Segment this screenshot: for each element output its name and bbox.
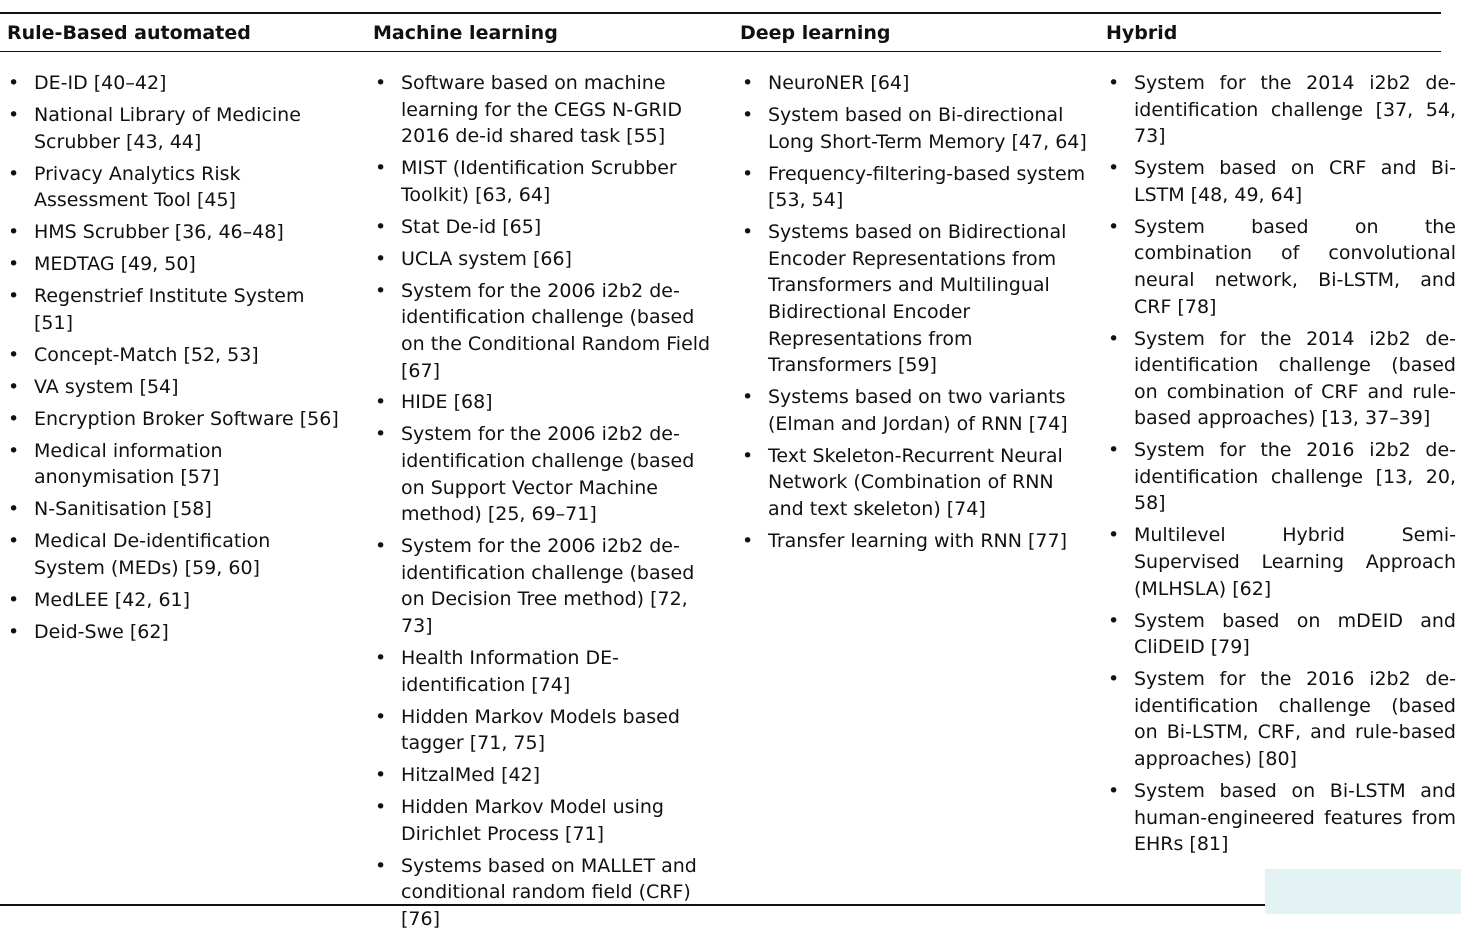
list-item: • Hidden Markov Models based tagger [71, 75] [373, 704, 723, 757]
header-rule-based: Rule-Based automated [7, 22, 251, 44]
list-item: • Multilevel Hybrid Semi-Supervised Learning Approach (MLHSLA) [62] [1106, 522, 1456, 602]
list-item: • Software based on machine learning for the CEGS N-GRID 2016 de-id shared task [55] [373, 70, 723, 150]
header-machine-learning: Machine learning [373, 22, 558, 44]
list-item: • National Library of Medicine Scrubber [43, 44] [6, 102, 346, 155]
list-item: • MIST (Identification Scrubber Toolkit) [63, 64] [373, 155, 723, 208]
list-item: • Text Skeleton-Recurrent Neural Network (Combination of RNN and text skeleton) [74] [740, 443, 1090, 523]
list-item: • N-Sanitisation [58] [6, 496, 346, 523]
list-item: • System based on the combination of convolutional neural network, Bi-LSTM, and CRF [78] [1106, 214, 1456, 320]
list-item: • Transfer learning with RNN [77] [740, 528, 1090, 555]
list-item: • System for the 2006 i2b2 de-identification challenge (based on Support Vector Machine method) [25, 69–71] [373, 421, 723, 527]
table-header [0, 14, 1441, 51]
list-item: • MedLEE [42, 61] [6, 587, 346, 614]
list-item: • VA system [54] [6, 374, 346, 401]
list-item: • System based on CRF and Bi-LSTM [48, 49, 64] [1106, 155, 1456, 208]
list-item: • Systems based on Bidirectional Encoder Representations from Transformers and Multilingual Bidirectional Encoder Representations from Transformers [59] [740, 219, 1090, 379]
list-item: • Frequency-filtering-based system [53, 54] [740, 161, 1090, 214]
header-deep-learning: Deep learning [740, 22, 891, 44]
list-item: • System for the 2016 i2b2 de-identification challenge [13, 20, 58] [1106, 437, 1456, 517]
list-item: • Concept-Match [52, 53] [6, 342, 346, 369]
column-rule-based [6, 70, 346, 651]
list-item: • Systems based on MALLET and conditional random field (CRF) [76] [373, 853, 723, 933]
list-item: • System for the 2014 i2b2 de-identification challenge (based on combination of CRF and rule-based approaches) [13, 37–39] [1106, 326, 1456, 432]
list-item: • System based on Bi-directional Long Short-Term Memory [47, 64] [740, 102, 1090, 155]
list-item: • HIDE [68] [373, 389, 723, 416]
list-item: • System for the 2014 i2b2 de-identification challenge [37, 54, 73] [1106, 70, 1456, 150]
list-item: • DE-ID [40–42] [6, 70, 346, 97]
list-item: • System based on Bi-LSTM and human-engineered features from EHRs [81] [1106, 778, 1456, 858]
header-rule [0, 51, 1441, 52]
list-item: • NeuroNER [64] [740, 70, 1090, 97]
list-item: • HitzalMed [42] [373, 762, 723, 789]
list-item: • System for the 2016 i2b2 de-identification challenge (based on Bi-LSTM, CRF, and rule-based approaches) [80] [1106, 666, 1456, 772]
column-machine-learning [373, 70, 723, 938]
list-item: • Privacy Analytics Risk Assessment Tool [45] [6, 161, 346, 214]
list-item: • Regenstrief Institute System [51] [6, 283, 346, 336]
list-item: • Medical information anonymisation [57] [6, 438, 346, 491]
table-bottom-rule [0, 904, 1441, 906]
column-hybrid [1106, 70, 1456, 863]
list-item: • Stat De-id [65] [373, 214, 723, 241]
watermark-corner [1265, 869, 1461, 914]
list-item: • Hidden Markov Model using Dirichlet Process [71] [373, 794, 723, 847]
list-item: • UCLA system [66] [373, 246, 723, 273]
list-item: • Deid-Swe [62] [6, 619, 346, 646]
list-item: • Systems based on two variants (Elman and Jordan) of RNN [74] [740, 384, 1090, 437]
list-item: • System based on mDEID and CliDEID [79] [1106, 608, 1456, 661]
list-item: • MEDTAG [49, 50] [6, 251, 346, 278]
column-deep-learning [740, 70, 1090, 560]
list-item: • Medical De-identification System (MEDs) [59, 60] [6, 528, 346, 581]
list-item: • Encryption Broker Software [56] [6, 406, 346, 433]
list-item: • System for the 2006 i2b2 de-identification challenge (based on the Conditional Random Field [67] [373, 278, 723, 384]
list-item: • HMS Scrubber [36, 46–48] [6, 219, 346, 246]
list-item: • Health Information DE-identification [74] [373, 645, 723, 698]
header-hybrid: Hybrid [1106, 22, 1178, 44]
list-item: • System for the 2006 i2b2 de-identification challenge (based on Decision Tree method) [72, 73] [373, 533, 723, 639]
